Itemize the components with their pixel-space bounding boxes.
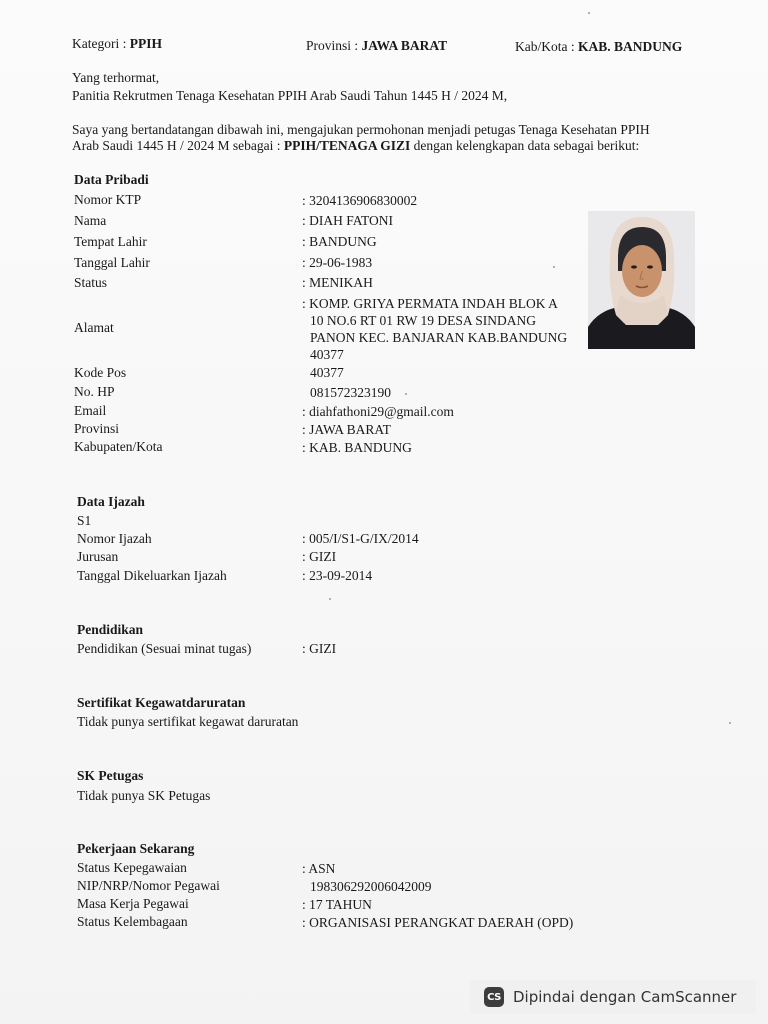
nomor-ktp-label: Nomor KTP <box>74 192 142 207</box>
section-title-pekerjaan: Pekerjaan Sekarang <box>77 841 195 856</box>
email-value: : diahfathoni29@gmail.com <box>302 404 454 419</box>
provinsi-value: : JAWA BARAT <box>302 422 391 437</box>
nip-value: 198306292006042009 <box>310 879 432 894</box>
section-title-data-pribadi: Data Pribadi <box>74 172 149 187</box>
status-value: : MENIKAH <box>302 275 373 290</box>
jurusan-value: : GIZI <box>302 549 337 564</box>
tanggal-lahir-value: : 29-06-1983 <box>302 255 373 270</box>
section-title-sk-petugas: SK Petugas <box>77 768 144 783</box>
scan-speck <box>729 722 731 724</box>
section-title-pendidikan: Pendidikan <box>77 622 144 637</box>
nomor-ktp-value: : 3204136906830002 <box>302 193 418 208</box>
tempat-lahir-value: : BANDUNG <box>302 234 377 249</box>
intro-position: PPIH/TENAGA GIZI <box>283 138 411 153</box>
header-kabkota-label: Kab/Kota : <box>515 39 575 54</box>
intro-line-2 <box>72 138 639 154</box>
scan-speck <box>405 393 407 395</box>
status-kelembagaan-value: : ORGANISASI PERANGKAT DAERAH (OPD) <box>302 915 574 930</box>
status-kelembagaan-label: Status Kelembagaan <box>77 914 188 929</box>
alamat-line-4: 40377 <box>310 347 344 362</box>
status-label: Status <box>74 275 108 290</box>
jurusan-label: Jurusan <box>77 549 119 564</box>
pendidikan-value: : GIZI <box>302 641 337 656</box>
alamat-line-2: 10 NO.6 RT 01 RW 19 DESA SINDANG <box>310 313 536 328</box>
alamat-line-1: : KOMP. GRIYA PERMATA INDAH BLOK A <box>302 296 558 311</box>
scan-speck <box>329 598 331 600</box>
no-hp-label: No. HP <box>74 384 115 399</box>
kategori-label: Kategori : <box>72 36 127 51</box>
intro-line-2-end: dengan kelengkapan data sebagai berikut: <box>410 138 640 153</box>
no-hp-value: 081572323190 <box>310 385 391 400</box>
ijazah-jenjang: S1 <box>77 513 92 528</box>
nomor-ijazah-label: Nomor Ijazah <box>77 531 152 546</box>
header-provinsi-label: Provinsi : <box>306 38 359 53</box>
applicant-photo <box>588 211 695 349</box>
tempat-lahir-label: Tempat Lahir <box>74 234 147 249</box>
scan-speck <box>553 266 555 268</box>
portrait-image <box>588 211 695 349</box>
sk-petugas-text: Tidak punya SK Petugas <box>77 788 211 803</box>
greeting-line-1: Yang terhormat, <box>72 70 160 85</box>
kategori-value: PPIH <box>129 36 162 51</box>
kode-pos-label: Kode Pos <box>74 365 127 380</box>
nama-value: : DIAH FATONI <box>302 213 393 228</box>
status-kepegawaian-label: Status Kepegawaian <box>77 860 187 875</box>
tanggal-ijazah-label: Tanggal Dikeluarkan Ijazah <box>77 568 227 583</box>
masa-kerja-label: Masa Kerja Pegawai <box>77 896 189 911</box>
tanggal-lahir-label: Tanggal Lahir <box>74 255 150 270</box>
camscanner-logo-icon: CS <box>484 987 504 1007</box>
scan-speck <box>588 12 590 14</box>
greeting-line-2: Panitia Rekrutmen Tenaga Kesehatan PPIH Arab Saudi Tahun 1445 H / 2024 M, <box>72 88 508 103</box>
camscanner-badge <box>470 980 756 1014</box>
header-provinsi-value: JAWA BARAT <box>361 38 448 53</box>
masa-kerja-value: : 17 TAHUN <box>302 897 372 912</box>
sertifikat-text: Tidak punya sertifikat kegawat daruratan <box>77 714 299 729</box>
tanggal-ijazah-value: : 23-09-2014 <box>302 568 373 583</box>
nomor-ijazah-value: : 005/I/S1-G/IX/2014 <box>302 531 419 546</box>
intro-line-2-start: Arab Saudi 1445 H / 2024 M sebagai : <box>72 138 284 153</box>
kode-pos-value: 40377 <box>310 365 344 380</box>
header-kabkota-field <box>515 39 682 55</box>
nama-label: Nama <box>74 213 107 228</box>
header-kabkota-value: KAB. BANDUNG <box>578 39 683 54</box>
header-provinsi-field <box>306 38 447 54</box>
kabkota-value: : KAB. BANDUNG <box>302 440 412 455</box>
alamat-line-3: PANON KEC. BANJARAN KAB.BANDUNG <box>310 330 568 345</box>
kategori-field <box>72 36 162 52</box>
kabkota-label: Kabupaten/Kota <box>74 439 163 454</box>
email-label: Email <box>74 403 107 418</box>
intro-line-1: Saya yang bertandatangan dibawah ini, mengajukan permohonan menjadi petugas Tenaga Kesehatan PPIH <box>72 122 650 137</box>
nip-label: NIP/NRP/Nomor Pegawai <box>77 878 220 893</box>
provinsi-label: Provinsi <box>74 421 120 436</box>
status-kepegawaian-value: : ASN <box>302 861 336 876</box>
section-title-sertifikat: Sertifikat Kegawatdaruratan <box>77 695 246 710</box>
alamat-label: Alamat <box>74 320 114 335</box>
pendidikan-label: Pendidikan (Sesuai minat tugas) <box>77 641 252 656</box>
camscanner-text: Dipindai dengan CamScanner <box>513 988 737 1006</box>
section-title-data-ijazah: Data Ijazah <box>77 494 145 509</box>
